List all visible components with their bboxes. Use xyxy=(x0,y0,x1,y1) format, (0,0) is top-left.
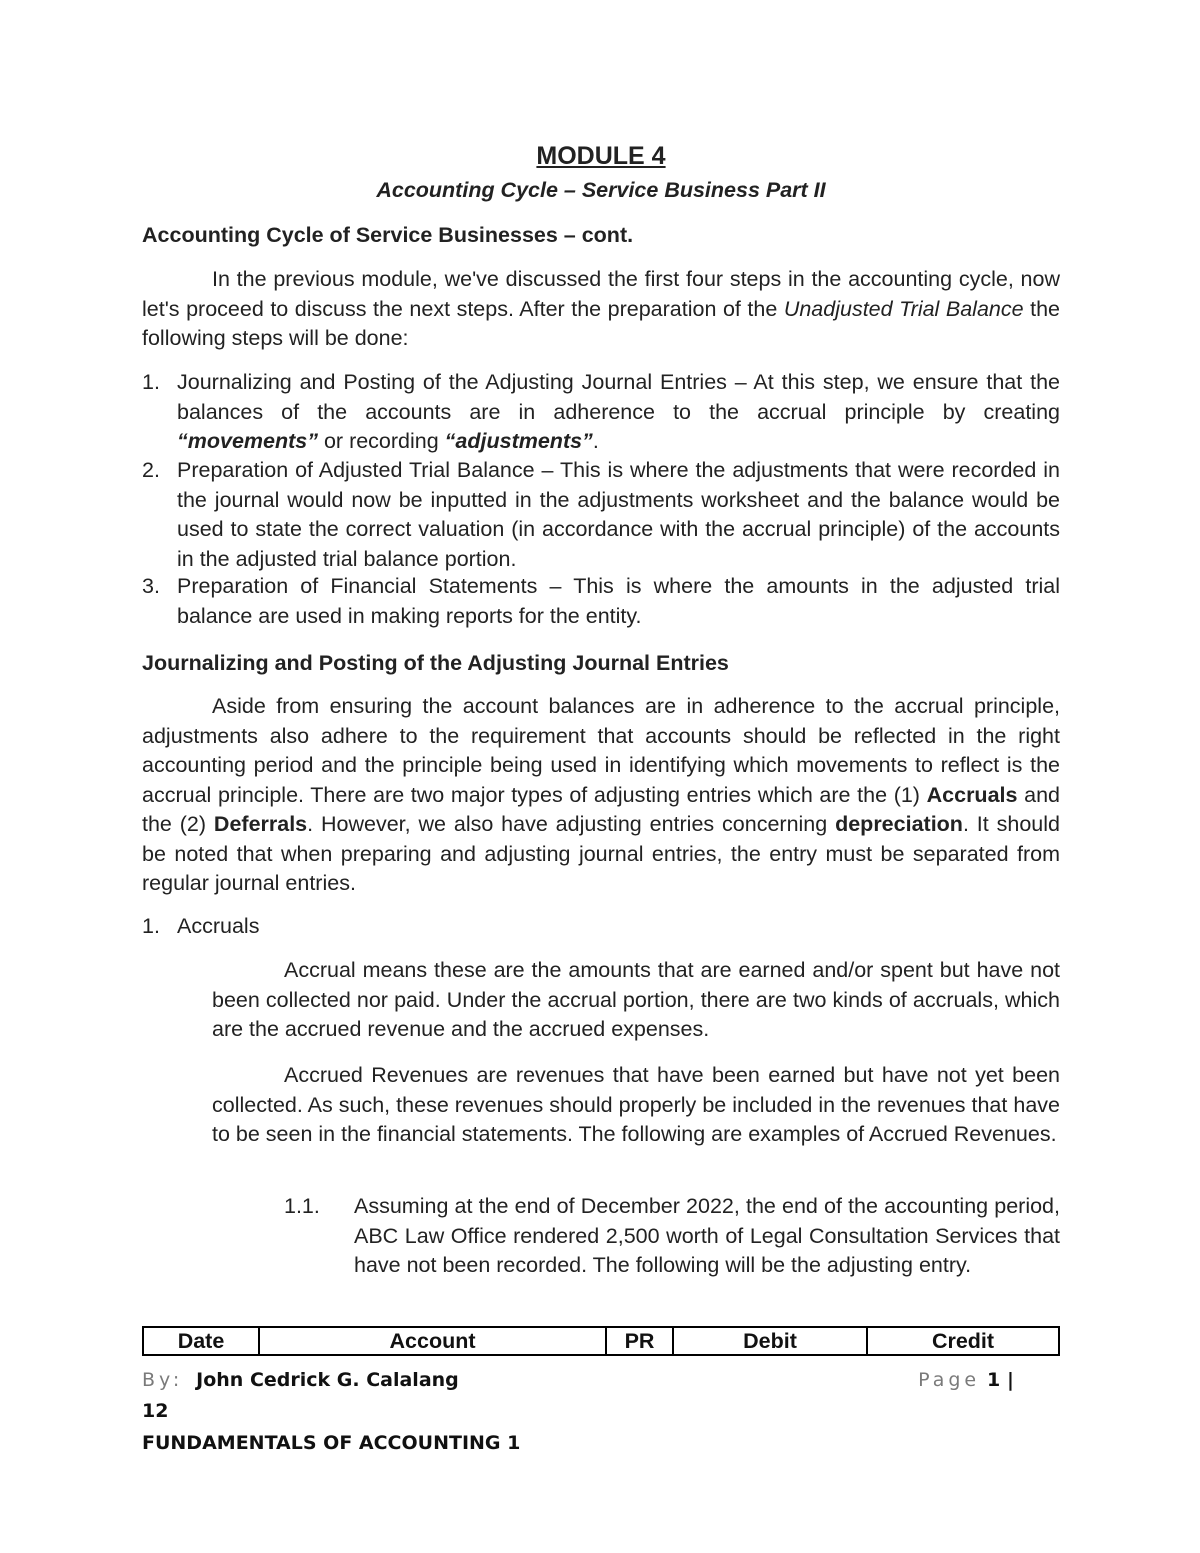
step-item-3: 3. Preparation of Financial Statements – This is where the amounts in the adjusted trial balance are used in making reports for the entity. xyxy=(142,574,1060,628)
module-title: MODULE 4 xyxy=(536,142,666,170)
column-header-credit: Credit xyxy=(867,1327,1059,1355)
footer-course-title: FUNDAMENTALS OF ACCOUNTING 1 xyxy=(142,1432,521,1454)
step-number: 1. xyxy=(142,370,160,394)
step-number: 2. xyxy=(142,458,160,482)
accrual-definition-paragraph: Accrual means these are the amounts that are earned and/or spent but have not been collected nor paid. Under the accrual portion, there are two kinds of accruals, which are the accrued revenue and the accrued expenses. xyxy=(212,958,1060,1041)
example-number: 1.1. xyxy=(284,1194,320,1218)
accruals-list-item xyxy=(142,912,1060,942)
footer-page-number: 1 xyxy=(986,1369,1001,1391)
footer-page-label: Page xyxy=(918,1369,981,1391)
section-heading-accounting-cycle: Accounting Cycle of Service Businesses – cont. xyxy=(142,223,634,247)
column-header-date: Date xyxy=(143,1327,259,1355)
column-header-pr: PR xyxy=(606,1327,673,1355)
section-heading-adjusting-entries: Journalizing and Posting of the Adjusting Journal Entries xyxy=(142,651,729,675)
footer-author: John Cedrick G. Calalang xyxy=(196,1369,459,1391)
accrued-revenues-paragraph: Accrued Revenues are revenues that have been earned but have not yet been collected. As such, these revenues should properly be included in the revenues that have to be seen in the financial statements. The following are examples of Accrued Revenues. xyxy=(212,1063,1060,1146)
accruals-label: Accruals xyxy=(177,914,260,938)
step-item-1: 1. Journalizing and Posting of the Adjusting Journal Entries – At this step, we ensure that the balances of the accounts are in adherence to the accrual principle by creating “movements” or recording “adjustments”. xyxy=(142,370,1060,453)
journal-table xyxy=(142,1326,1060,1356)
module-subtitle: Accounting Cycle – Service Business Part II xyxy=(376,178,826,202)
column-header-debit: Debit xyxy=(673,1327,867,1355)
step-number: 3. xyxy=(142,574,160,598)
footer-total-pages: 12 xyxy=(142,1400,169,1422)
example-1-1: 1.1. Assuming at the end of December 2022, the end of the accounting period, ABC Law Office rendered 2,500 worth of Legal Consultation Services that have not been recorded. The following will be the adjusting entry. xyxy=(284,1194,1060,1277)
adjusting-entries-paragraph: Aside from ensuring the account balances are in adherence to the accrual principle, adjustments also adhere to the requirement that accounts should be reflected in the right accounting period and the principle being used in identifying which movements to reflect is the accrual principle. There are two major types of adjusting entries which are the (1) Accruals and the (2) Deferrals. However, we also have adjusting entries concerning depreciation. It should be noted that when preparing and adjusting journal entries, the entry must be separated from regular journal entries. xyxy=(142,694,1060,895)
footer-line xyxy=(142,1365,1060,1395)
intro-paragraph: In the previous module, we've discussed the first four steps in the accounting cycle, now let's proceed to discuss the next steps. After the preparation of the Unadjusted Trial Balance the following steps will be done: xyxy=(142,267,1060,350)
step-item-2: 2. Preparation of Adjusted Trial Balance – This is where the adjustments that were recorded in the journal would now be inputted in the adjustments worksheet and the balance would be used to state the correct valuation (in accordance with the accrual principle) of the accounts in the adjusted trial balance portion. xyxy=(142,458,1060,571)
accruals-number: 1. xyxy=(142,914,160,938)
column-header-account: Account xyxy=(259,1327,606,1355)
footer-by-label: By: xyxy=(142,1369,184,1391)
footer-separator: | xyxy=(1007,1369,1014,1391)
